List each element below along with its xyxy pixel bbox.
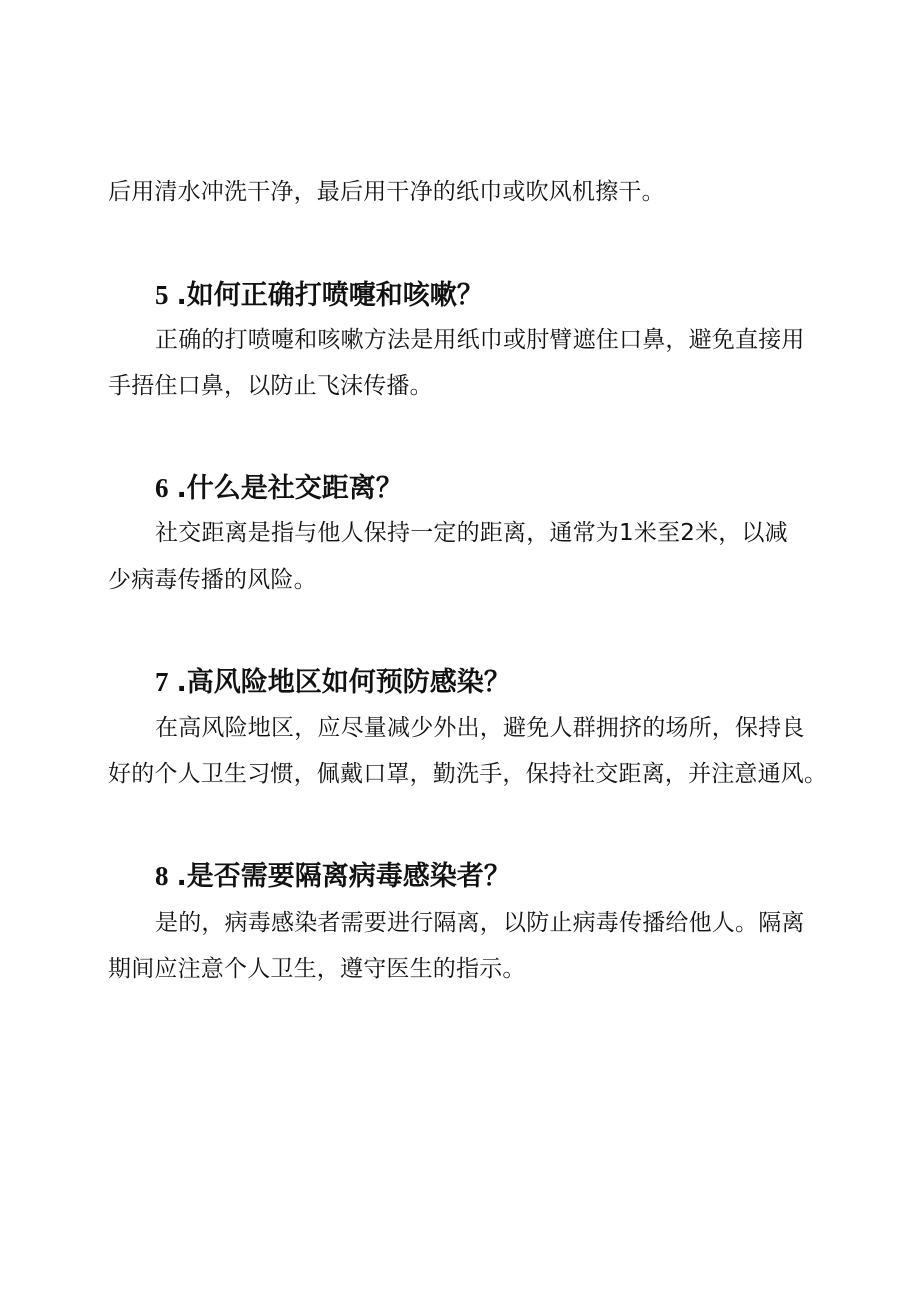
section-8-line-1: 是的，病毒感染者需要进行隔离，以防止病毒传播给他人。隔离 [155, 910, 805, 936]
section-7-line-1: 在高风险地区，应尽量减少外出，避免人群拥挤的场所，保持良 [155, 715, 805, 741]
section-5-heading [155, 276, 815, 315]
section-number: 6 [155, 473, 169, 503]
section-title: .是否需要隔离病毒感染者？ [176, 861, 511, 892]
section-number: 7 [155, 667, 169, 697]
section-title: .什么是社交距离？ [176, 473, 403, 504]
section-title: .高风险地区如何预防感染？ [176, 667, 511, 698]
section-8-line-2: 期间应注意个人卫生，遵守医生的指示。 [108, 956, 526, 982]
section-title: .如何正确打喷嚏和咳嗽？ [176, 280, 484, 311]
section-6-line-2: 少病毒传播的风险。 [108, 567, 317, 593]
section-number: 8 [155, 861, 169, 891]
section-number: 5 [155, 280, 169, 310]
section-6-heading [155, 469, 815, 508]
intro-paragraph-line: 后用清水冲洗干净，最后用干净的纸巾或吹风机擦干。 [108, 179, 665, 205]
section-5-line-1: 正确的打喷嚏和咳嗽方法是用纸巾或肘臂遮住口鼻，避免直接用 [155, 327, 805, 353]
section-7-heading [155, 663, 815, 702]
section-6-line-1: 社交距离是指与他人保持一定的距离，通常为1米至2米，以减 [155, 520, 788, 546]
section-8-heading [155, 857, 815, 896]
section-7-line-2: 好的个人卫生习惯，佩戴口罩，勤洗手，保持社交距离，并注意通风。 [108, 761, 828, 787]
section-5-line-2: 手捂住口鼻，以防止飞沫传播。 [108, 373, 433, 399]
